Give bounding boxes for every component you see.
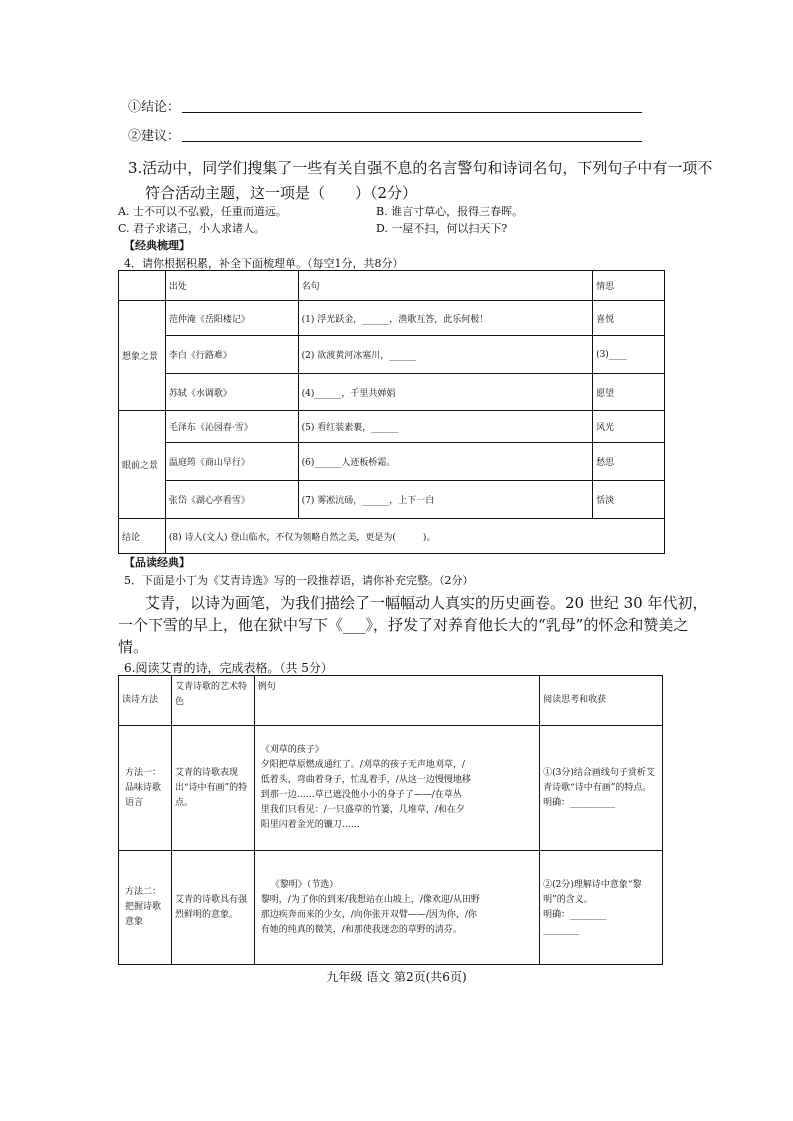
q4-row — [119, 374, 665, 411]
q6-header-feature: 艾青诗歌的艺术特色 — [171, 676, 254, 726]
q6-answer-blank[interactable]: 明确：________ — [543, 909, 607, 920]
q6-feature-language: 艾青的诗歌表现出“诗中有画”的特点。 — [171, 726, 254, 851]
q4-row — [119, 411, 665, 443]
q6-feature-imagery: 艾青的诗歌具有强烈鲜明的意象。 — [171, 851, 254, 965]
q3-stem-line2: 符合活动主题，这一项是（ ）（2分） — [145, 184, 418, 202]
page-footer: 九年级 语文 第2页(共6页) — [326, 970, 467, 984]
q6-method-imagery: 方法二：把握诗歌意象 — [119, 851, 172, 965]
section-read-heading: 【品读经典】 — [124, 556, 190, 569]
q6-poem-line: 有她的纯真的微笑，/和那使我迷恋的草野的清芬。 — [260, 924, 462, 935]
conclusion-answer-line[interactable] — [182, 112, 642, 113]
q4-quote-blank[interactable]: (1) 浮光跃金，______，渔歌互答，此乐何极！ — [298, 301, 592, 336]
q6-poem-line: 黎明，/为了你的到来/我想站在山坡上，/像欢迎/从田野 — [260, 894, 480, 905]
q6-example-language — [254, 726, 539, 851]
q4-feeling-blank[interactable]: (3)____ — [593, 336, 665, 374]
q4-header-row — [119, 271, 665, 301]
q4-feeling: 愿望 — [593, 374, 665, 411]
q5-paragraph-line2[interactable]: 一个下雪的早上，他在狱中写下《___》，抒发了对养育他长大的“乳母”的怀念和赞美之 — [118, 616, 689, 634]
suggestion-label: ②建议： — [128, 129, 181, 144]
q3-option-a[interactable]: A. 士不可以不弘毅，任重而道远。 — [118, 205, 287, 218]
q4-quote-blank[interactable]: (4)______，千里共婵娟 — [298, 374, 592, 411]
section-classic-heading: 【经典梳理】 — [124, 239, 190, 252]
q6-prompt: 6.阅读艾青的诗，完成表格。（共 5分） — [124, 661, 333, 675]
q4-conclusion-label: 结论 — [119, 519, 166, 554]
q6-question: ①(3分)结合画线句子赏析艾青诗歌“诗中有画”的特点。 — [543, 767, 655, 793]
q3-option-d[interactable]: D. 一屋不扫，何以扫天下? — [376, 222, 508, 235]
q4-quote-blank[interactable]: (2) 欲渡黄河冰塞川，______ — [298, 336, 592, 374]
q4-header-quote: 名句 — [298, 271, 592, 301]
q4-quote-blank[interactable]: (5) 看红装素裹，______ — [298, 411, 592, 443]
q6-answer-blank[interactable]: ________ — [543, 924, 580, 935]
q3-stem-line1: 3.活动中，同学们搜集了一些有关自强不息的名言警句和诗词名句，下列句子中有一项不 — [128, 159, 713, 177]
q4-conclusion-row — [119, 519, 665, 554]
q6-header-example: 例句 — [254, 676, 539, 726]
q4-group-present: 眼前之景 — [119, 411, 166, 519]
q6-thinking-language — [540, 726, 663, 851]
q6-header-method: 读诗方法 — [119, 676, 172, 726]
q4-conclusion-text[interactable]: (8) 诗人(文人) 登山临水，不仅为领略自然之美，更是为( )。 — [165, 519, 664, 554]
q4-feeling: 喜悦 — [593, 301, 665, 336]
q6-row-language — [119, 726, 663, 851]
q6-row-imagery — [119, 851, 663, 965]
q4-row — [119, 443, 665, 481]
q4-row — [119, 336, 665, 374]
q4-source: 李白《行路难》 — [165, 336, 298, 374]
q6-method-language: 方法一：品味诗歌语言 — [119, 726, 172, 851]
q4-source: 范仲淹《岳阳楼记》 — [165, 301, 298, 336]
q5-paragraph-line3: 情。 — [118, 638, 149, 656]
q5-prompt: 5．下面是小丁为《艾青诗选》写的一段推荐语，请你补充完整。（2分） — [124, 574, 474, 587]
q4-row — [119, 301, 665, 336]
q6-thinking-imagery — [540, 851, 663, 965]
q4-group-imagined: 想象之景 — [119, 301, 166, 411]
q4-quote-blank[interactable]: (7) 雾凇沆砀，______，上下一白 — [298, 481, 592, 519]
q4-prompt: 4．请你根据积累，补全下面梳理单。（每空1分，共8分） — [124, 257, 404, 270]
q6-poem-line: 低着头，弯曲着身子，忙乱着手，/从这一边慢慢地移 — [260, 775, 471, 785]
q4-feeling: 愁思 — [593, 443, 665, 481]
q6-poem-line: 那边疾奔而来的少女，/向你张开双臂——/因为你，/你 — [260, 909, 477, 920]
q5-paragraph-line1: 艾青，以诗为画笔，为我们描绘了一幅幅动人真实的历史画卷。20 世纪 30 年代初， — [145, 594, 708, 612]
q6-poem-title: 《黎明》（节选） — [270, 879, 339, 890]
q6-table — [118, 675, 663, 965]
q4-source: 毛泽东《沁园春·雪》 — [165, 411, 298, 443]
q6-poem-title: 《刈草的孩子》 — [260, 745, 324, 755]
conclusion-label: ①结论： — [128, 100, 181, 115]
q3-option-c[interactable]: C. 君子求诸己，小人求诸人。 — [118, 222, 266, 235]
q4-table — [118, 270, 665, 554]
q4-source: 温庭筠《商山早行》 — [165, 443, 298, 481]
q6-poem-line: 里我们只看见：/一只盛草的竹篓，几堆草，/和在夕 — [260, 805, 465, 815]
q4-header-feeling: 情思 — [593, 271, 665, 301]
q6-poem-line: 到那一边……草已遮没他小小的身子了——/在草丛 — [260, 790, 462, 800]
q6-header-row — [119, 676, 663, 726]
q6-question: ②(2分)理解诗中意象“黎明”的含义。 — [543, 879, 642, 905]
q4-feeling: 恬淡 — [593, 481, 665, 519]
q4-source: 张岱《湖心亭看雪》 — [165, 481, 298, 519]
q6-poem-line: 夕阳把草原燃成通红了。/刈草的孩子无声地刈草，/ — [260, 760, 465, 770]
q6-poem-line: 阳里闪着金光的镰刀…… — [260, 820, 360, 830]
q4-feeling: 风光 — [593, 411, 665, 443]
q6-answer-blank[interactable]: 明确：__________ — [543, 797, 616, 808]
q6-example-imagery — [254, 851, 539, 965]
q4-quote-blank[interactable]: (6)______人迹板桥霜。 — [298, 443, 592, 481]
suggestion-answer-line[interactable] — [182, 141, 642, 142]
q4-row — [119, 481, 665, 519]
q4-source: 苏轼《水调歌》 — [165, 374, 298, 411]
q4-header-blank — [119, 271, 166, 301]
q4-header-source: 出处 — [165, 271, 298, 301]
q3-option-b[interactable]: B. 谁言寸草心，报得三春晖。 — [376, 205, 524, 218]
q6-header-thinking: 阅读思考和收获 — [540, 676, 663, 726]
